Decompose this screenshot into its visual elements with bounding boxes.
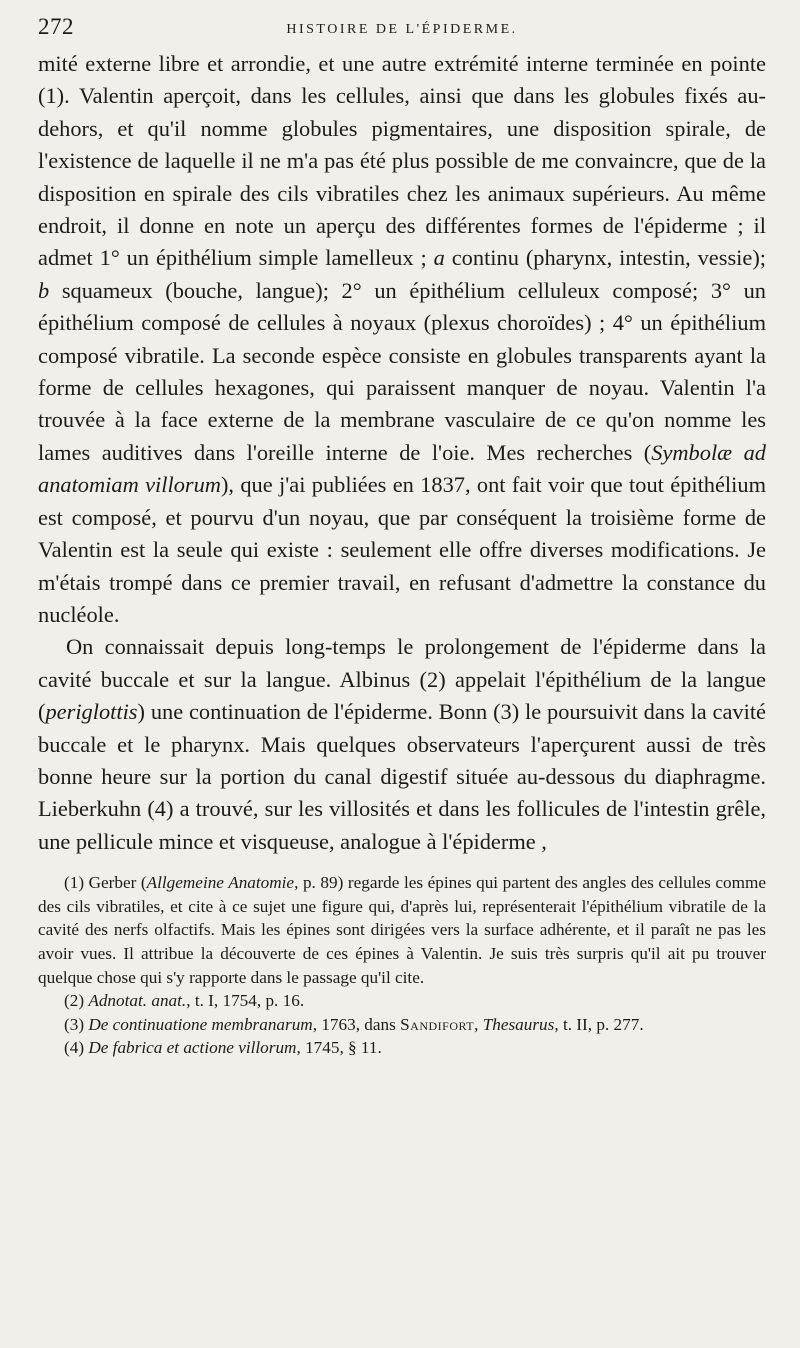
- footnote-3: (3) De continuatione membranarum, 1763, dans Sandifort, Thesaurus, t. II, p. 277.: [64, 1014, 644, 1034]
- cited-term-periglottis: periglottis: [45, 699, 138, 725]
- footnote-3-author: Sandifort: [400, 1014, 475, 1034]
- footnote-4-title: De fabrica et actione villorum: [88, 1038, 297, 1058]
- footnote-1: (1) Gerber (Allgemeine Anatomie, p. 89) regarde les épines qui partent des angles des cellules comme des cils vibratiles, et cite à ce sujet une figure qui, d'après lui, représenterait l'épithélium vibratile de la cavité des nerfs olfactifs. Mais les épines sont dirigées vers la surface adhérente, et il paraît ne pas les avoir vues. Il attribue la découverte de ces épines à Valentin. Je suis très surpris qu'il ait pu trouver quelque chose qui s'y rapporte dans le passage qu'il cite.: [38, 873, 767, 987]
- page-number: 272: [38, 14, 74, 39]
- running-title: HISTOIRE DE L'ÉPIDERME.: [286, 22, 518, 37]
- running-head: [38, 14, 766, 48]
- paragraph-2: On connaissait depuis long-temps le prolongement de l'épiderme dans la cavité buccale et sur la langue. Albinus (2) appelait l'épithélium de la langue (periglottis) une continuation de l'épiderme. Bonn (3) le poursuivit dans la cavité buccale et le pharynx. Mais quelques observateurs l'aperçurent aussi de très bonne heure sur la portion du canal digestif située au-dessous du diaphragme. Lieberkuhn (4) a trouvé, sur les villosités et dans les follicules de l'intestin grêle, une pellicule mince et visqueuse, analogue à l'épiderme ,: [38, 634, 766, 854]
- body-text: [38, 48, 766, 858]
- footnotes: [38, 871, 766, 1060]
- footnote-2: (2) Adnotat. anat., t. I, 1754, p. 16.: [64, 991, 305, 1011]
- footnote-4: (4) De fabrica et actione villorum, 1745, § 11.: [64, 1038, 382, 1058]
- paragraph-1: mité externe libre et arrondie, et une autre extrémité interne terminée en pointe (1). Valentin aperçoit, dans les cellules, ainsi que dans les globules fixés au-dehors, et qu'il nomme globules pigmentaires, une disposition spirale, de l'existence de laquelle il ne m'a pas été plus possible de me convaincre, que de la disposition en spirale des cils vibratiles chez les animaux supérieurs. Au même endroit, il donne en note un aperçu des différentes formes de l'épiderme ; il admet 1° un épithélium simple lamelleux ; a continu (pharynx, intestin, vessie); b squameux (bouche, langue); 2° un épithélium celluleux composé; 3° un épithélium composé de cellules à noyaux (plexus choroïdes) ; 4° un épithélium composé vibratile. La seconde espèce consiste en globules transparents ayant la forme de cellules hexagones, qui paraissent manquer de noyau. Valentin l'a trouvée à la face externe de la membrane vasculaire de ce qu'on nomme les lames auditives dans l'oreille interne de l'oie. Mes recherches (Symbolæ ad anatomiam villorum), que j'ai publiées en 1837, ont fait voir que tout épithélium est composé, et pourvu d'un noyau, que par conséquent la troisième forme de Valentin est la seule qui existe : seulement elle offre diverses modifications. Je m'étais trompé dans ce premier travail, en refusant d'admettre la constance du nucléole.: [38, 51, 766, 627]
- italic-letter-a: a: [433, 245, 445, 271]
- italic-letter-b: b: [38, 277, 50, 303]
- footnote-1-title: Allgemeine Anatomie: [146, 873, 295, 893]
- footnote-2-title: Adnotat. anat.: [88, 991, 187, 1011]
- cited-title-symbolae: Symbolæ ad anatomiam villorum: [38, 439, 766, 498]
- footnote-3-title-2: Thesaurus: [482, 1014, 555, 1034]
- footnote-3-title: De continuatione membranarum: [88, 1014, 313, 1034]
